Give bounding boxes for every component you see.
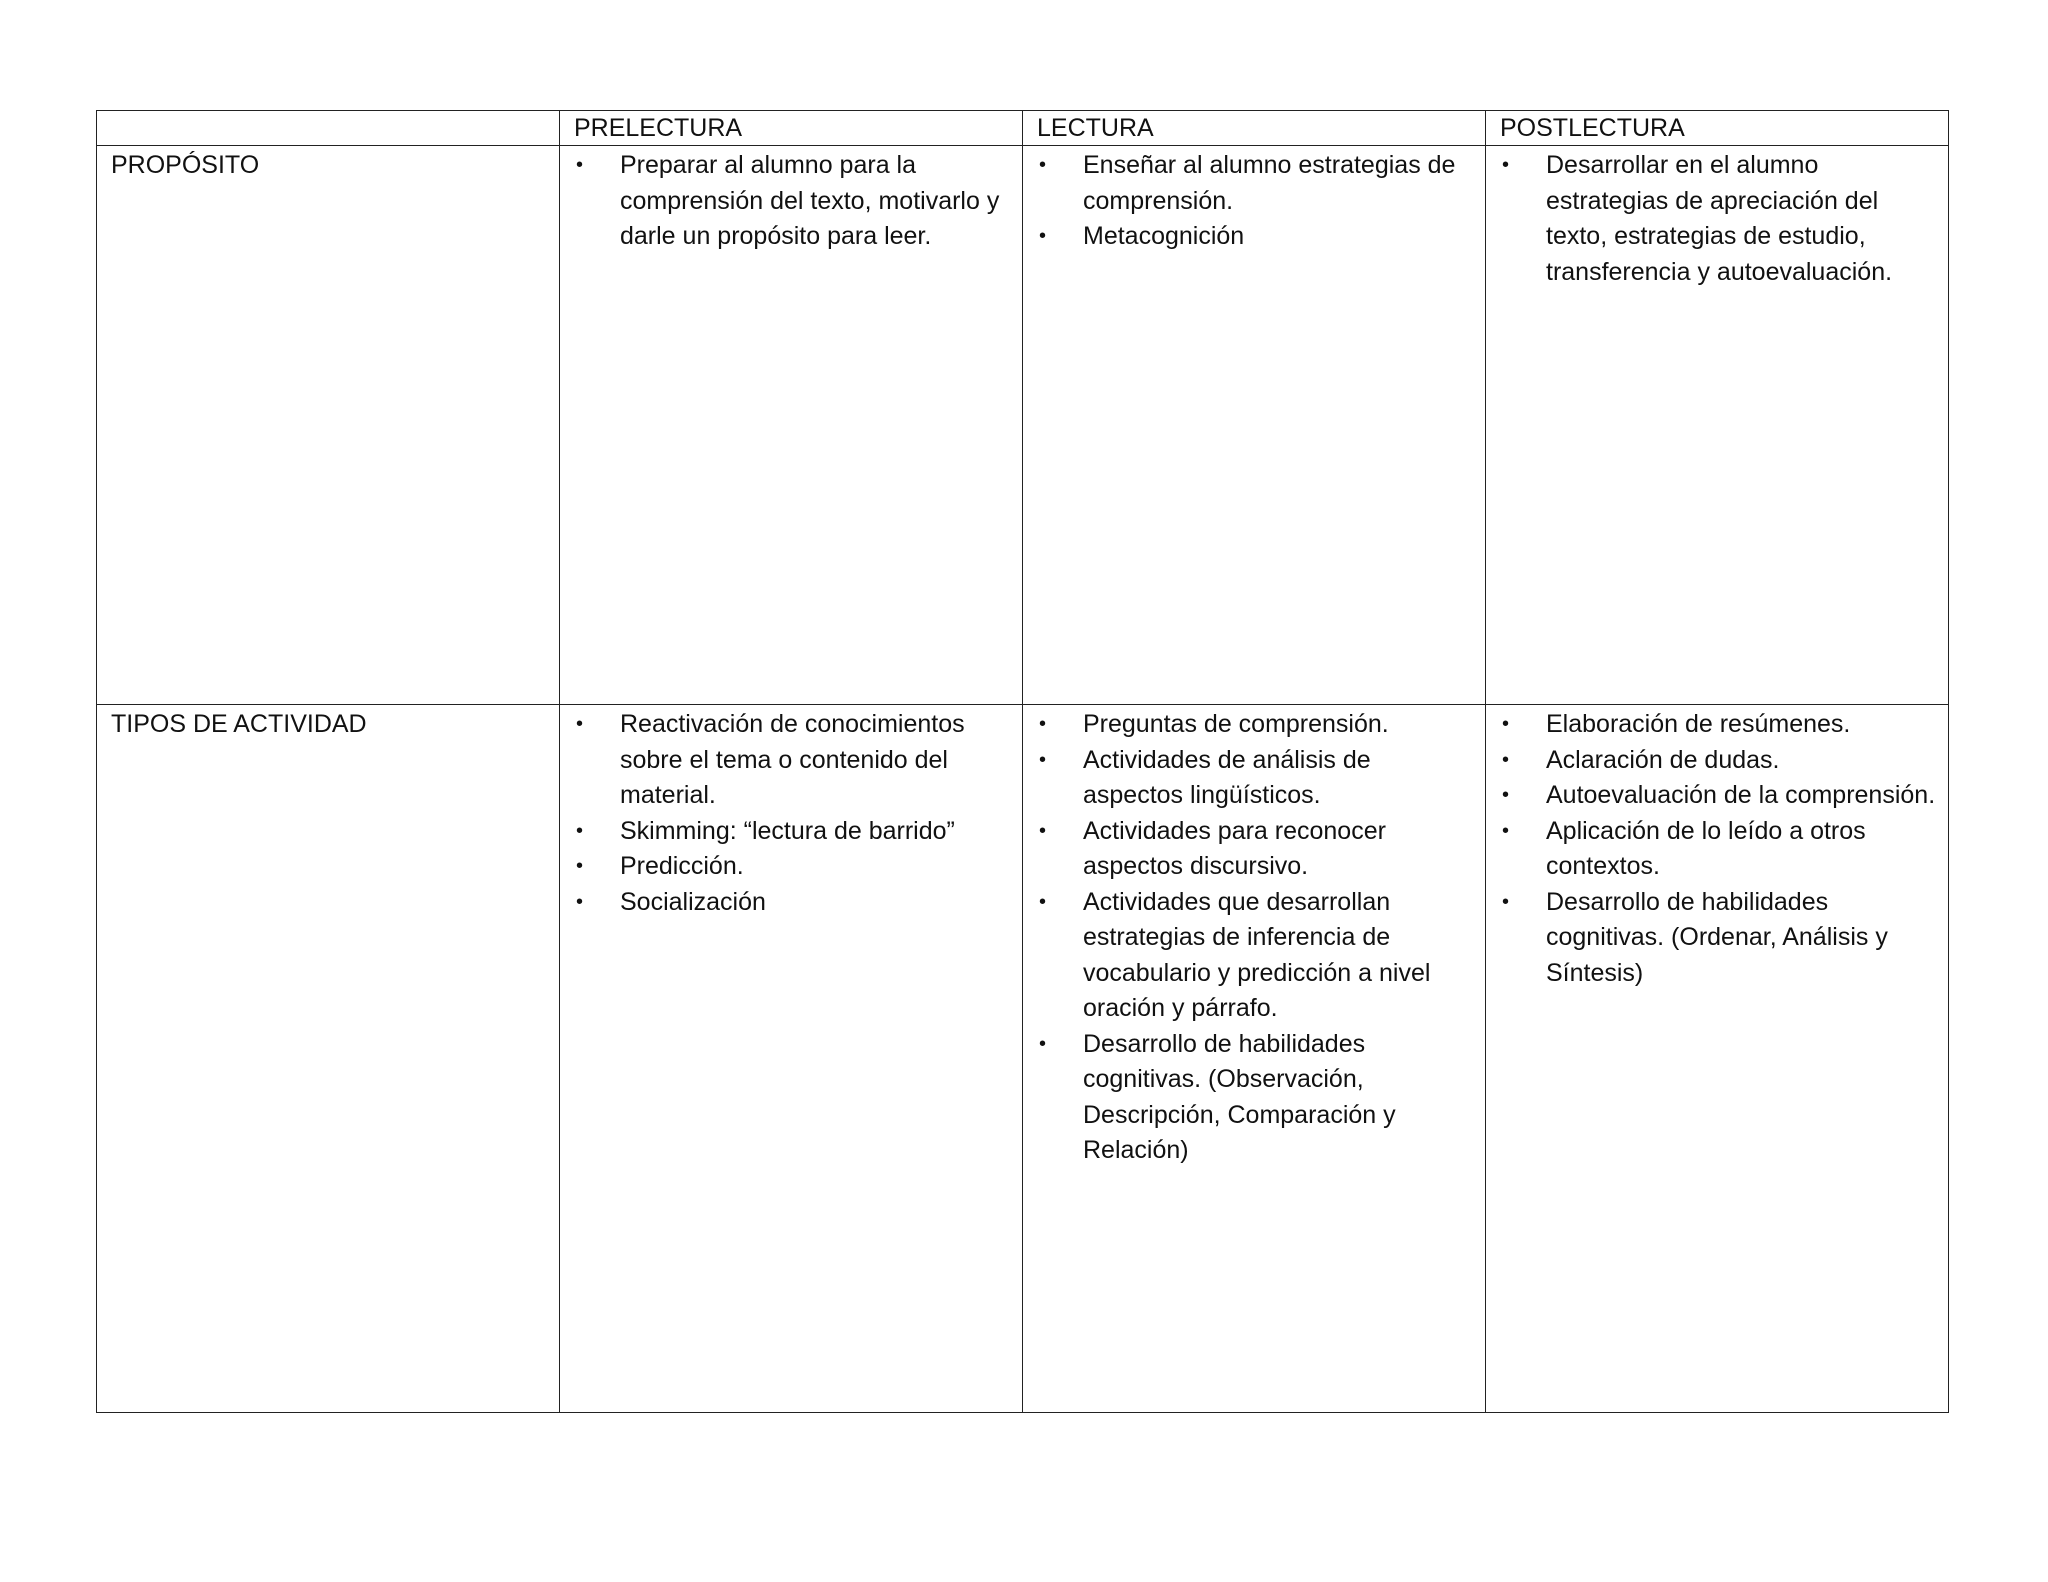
bullet-list	[1037, 707, 1473, 1169]
bullet-item	[1037, 219, 1473, 255]
bullet-icon: •	[576, 713, 584, 735]
bullet-icon: •	[1502, 819, 1510, 842]
bullet-text: Reactivación de conocimientos sobre el tema o contenido del material.	[620, 710, 965, 809]
bullet-item	[1500, 743, 1936, 779]
bullet-item	[1500, 707, 1936, 743]
bullet-icon: •	[1039, 890, 1047, 913]
bullet-icon: •	[1039, 819, 1047, 842]
bullet-icon: •	[1502, 890, 1510, 913]
bullet-text: Enseñar al alumno estrategias de comprensión.	[1083, 151, 1456, 215]
bullet-icon: •	[1039, 1032, 1047, 1055]
bullet-icon: •	[1039, 713, 1047, 735]
header-lectura: LECTURA	[1023, 111, 1486, 146]
bullet-icon: •	[576, 819, 584, 842]
bullet-list	[574, 707, 1010, 920]
bullet-text: Aclaración de dudas.	[1546, 745, 1780, 774]
bullet-item	[574, 814, 1010, 850]
row-label-tipos-de-actividad: TIPOS DE ACTIVIDAD	[97, 705, 560, 1413]
row-label-proposito: PROPÓSITO	[97, 146, 560, 705]
bullet-item	[1500, 814, 1936, 885]
cell-actividad-postlectura	[1486, 705, 1949, 1413]
bullet-icon: •	[1502, 154, 1510, 176]
bullet-item	[1037, 885, 1473, 1027]
bullet-list	[574, 148, 1010, 255]
row-proposito	[97, 146, 1949, 705]
bullet-item	[1037, 814, 1473, 885]
bullet-text: Elaboración de resúmenes.	[1546, 710, 1851, 738]
bullet-item	[1500, 778, 1936, 814]
bullet-item	[1037, 707, 1473, 743]
bullet-icon: •	[1039, 225, 1047, 247]
bullet-text: Socialización	[620, 887, 766, 916]
bullet-item	[1500, 885, 1936, 992]
bullet-icon: •	[576, 890, 584, 913]
header-row	[97, 111, 1949, 146]
header-prelectura: PRELECTURA	[560, 111, 1023, 146]
bullet-text: Preparar al alumno para la comprensión del texto, motivarlo y darle un propósito para leer.	[620, 151, 1000, 250]
bullet-icon: •	[576, 154, 584, 176]
bullet-icon: •	[1502, 713, 1510, 735]
bullet-icon: •	[576, 855, 584, 877]
cell-proposito-postlectura	[1486, 146, 1949, 705]
bullet-item	[1037, 148, 1473, 219]
bullet-item	[574, 707, 1010, 814]
bullet-list	[1500, 707, 1936, 991]
bullet-text: Desarrollo de habilidades cognitivas. (Ordenar, Análisis y Síntesis)	[1546, 887, 1888, 987]
bullet-text: Desarrollo de habilidades cognitivas. (Observación, Descripción, Comparación y Relación)	[1083, 1029, 1396, 1164]
bullet-text: Actividades que desarrollan estrategias de inferencia de vocabulario y predicción a nivel oración y párrafo.	[1083, 887, 1431, 1022]
bullet-item	[574, 849, 1010, 885]
cell-proposito-prelectura	[560, 146, 1023, 705]
bullet-text: Actividades para reconocer aspectos discursivo.	[1083, 816, 1386, 880]
bullet-icon: •	[1502, 784, 1510, 806]
cell-actividad-prelectura	[560, 705, 1023, 1413]
bullet-text: Skimming: “lectura de barrido”	[620, 816, 955, 845]
header-corner-cell	[97, 111, 560, 146]
bullet-item	[574, 885, 1010, 921]
bullet-item	[1037, 743, 1473, 814]
bullet-text: Metacognición	[1083, 222, 1245, 250]
bullet-icon: •	[1502, 748, 1510, 771]
bullet-list	[1037, 148, 1473, 255]
bullet-icon: •	[1039, 748, 1047, 771]
bullet-text: Preguntas de comprensión.	[1083, 710, 1389, 738]
bullet-text: Aplicación de lo leído a otros contextos.	[1546, 816, 1866, 880]
bullet-text: Desarrollar en el alumno estrategias de apreciación del texto, estrategias de estudio, transferencia y autoevaluación.	[1546, 151, 1893, 286]
bullet-item	[1500, 148, 1936, 290]
cell-proposito-lectura	[1023, 146, 1486, 705]
bullet-text: Actividades de análisis de aspectos lingüísticos.	[1083, 745, 1371, 809]
bullet-text: Predicción.	[620, 852, 744, 880]
bullet-icon: •	[1039, 154, 1047, 176]
header-postlectura: POSTLECTURA	[1486, 111, 1949, 146]
cell-actividad-lectura	[1023, 705, 1486, 1413]
bullet-item	[1037, 1027, 1473, 1169]
bullet-item	[574, 148, 1010, 255]
bullet-text: Autoevaluación de la comprensión.	[1546, 781, 1936, 809]
reading-stages-table	[96, 110, 1949, 1413]
bullet-list	[1500, 148, 1936, 290]
row-tipos-de-actividad	[97, 705, 1949, 1413]
